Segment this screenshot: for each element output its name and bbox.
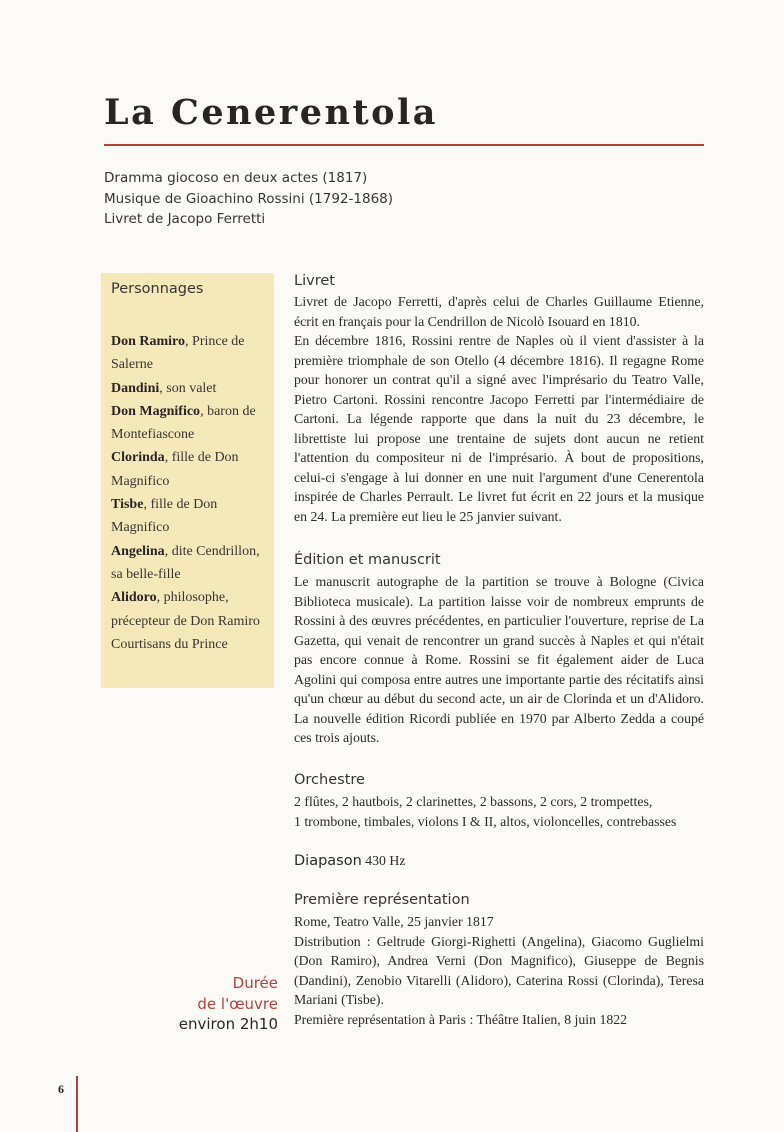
cast-item bbox=[111, 586, 271, 633]
page-rule bbox=[76, 1076, 78, 1132]
duree-label-2: de l'œuvre bbox=[197, 994, 278, 1013]
cast-item bbox=[111, 446, 271, 493]
cast-desc: , son valet bbox=[159, 380, 217, 396]
orchestre-line-2: 1 trombone, timbales, violons I & II, altos, violoncelles, contrebasses bbox=[294, 813, 677, 829]
cast-item bbox=[111, 330, 271, 377]
title-rule bbox=[104, 144, 704, 146]
cast-desc: , baron de Montefiascone bbox=[111, 403, 256, 443]
cast-name: Don Magnifico bbox=[111, 403, 201, 419]
cast-item bbox=[111, 493, 271, 540]
cast-name: Don Ramiro bbox=[111, 334, 186, 349]
cast-desc: , philosophe, précepteur de Don Ramiro bbox=[111, 590, 260, 629]
orchestre-body bbox=[294, 792, 704, 831]
subtitle-genre: Dramma giocoso en deux actes (1817) bbox=[104, 170, 368, 186]
page-title: La Cenerentola bbox=[104, 92, 438, 133]
cast-name: Angelina bbox=[111, 543, 165, 559]
cast-item bbox=[111, 633, 271, 656]
cast-desc: Courtisans du Prince bbox=[111, 636, 228, 652]
diapason-label: Diapason bbox=[294, 853, 362, 869]
edition-body bbox=[294, 572, 704, 748]
diapason-value: 430 Hz bbox=[365, 853, 406, 868]
orchestre-line-1: 2 flûtes, 2 hautbois, 2 clarinettes, 2 bassons, 2 cors, 2 trompettes, bbox=[294, 794, 653, 809]
premiere-distribution: Distribution : Geltrude Giorgi-Righetti (Angelina), Giacomo Guglielmi (Don Ramiro), Andrea Verni (Don Magnifico), Giuseppe de Begnis (Dandini), Zenobio Vitarelli (Alidoro), Caterina Rossi (Clorinda), Teresa Mariani (Tisbe). bbox=[294, 933, 704, 1007]
cast-item bbox=[111, 400, 271, 447]
livret-paragraph-1: Livret de Jacopo Ferretti, d'après celui de Charles Guillaume Etienne, écrit en français pour la Cendrillon de Nicolò Isouard en 1810. bbox=[294, 294, 704, 329]
diapason bbox=[294, 851, 704, 872]
cast-list bbox=[111, 330, 271, 656]
duree-label-1: Durée bbox=[232, 974, 278, 992]
duree-value: environ 2h10 bbox=[178, 1015, 278, 1033]
premiere-place: Rome, Teatro Valle, 25 janvier 1817 bbox=[294, 914, 494, 929]
livret-heading: Livret bbox=[294, 273, 335, 289]
cast-name: Alidoro bbox=[111, 590, 157, 606]
premiere-body bbox=[294, 912, 704, 1029]
cast-desc: , fille de Don Magnifico bbox=[111, 497, 218, 536]
livret-paragraph-2: En décembre 1816, Rossini rentre de Naples où il vient d'assister à la première triomphale de son Otello (4 décembre 1816). Il regagne Rome pour honorer un contrat qu'il a signé avec l'imprésario du Teatro Valle, Pietro Cartoni. Rossini rencontre Jacopo Ferretti par l'intermédiaire de Cartoni. La légende rapporte que dans la nuit du 23 décembre, le librettiste lui propose une trentaine de sujets dont aucun ne retient l'attention du compositeur ni de l'imprésario. À bout de propositions, celui-ci s'engage à lui donner en une nuit l'argument d'une Cenerentola inspirée de Charles Perrault. Le livret fut écrit en 22 jours et la musique en 24. La première eut lieu le 25 janvier suivant. bbox=[294, 333, 704, 524]
cast-item bbox=[111, 377, 271, 400]
cast-item bbox=[111, 540, 271, 587]
cast-desc: , dite Cendrillon, sa belle-fille bbox=[111, 543, 260, 582]
cast-name: Dandini bbox=[111, 380, 160, 396]
cast-name: Clorinda bbox=[111, 450, 165, 466]
cast-heading: Personnages bbox=[111, 281, 204, 297]
orchestre-heading: Orchestre bbox=[294, 772, 365, 788]
duree-block bbox=[150, 973, 278, 1035]
cast-desc: , Prince de Salerne bbox=[111, 334, 245, 373]
edition-heading: Édition et manuscrit bbox=[294, 552, 441, 568]
subtitle-music: Musique de Gioachino Rossini (1792-1868) bbox=[104, 190, 394, 207]
cast-name: Tisbe bbox=[111, 497, 144, 513]
edition-text: Le manuscrit autographe de la partition se trouve à Bologne (Civica Biblioteca musicale). La partition laisse voir de nombreux emprunts de Rossini à des œuvres précédentes, en particulier l'ouverture, reprise de La Gazetta, qui venait de rencontrer un grand succès à Naples et qui n'était pas encore connue à Rome. Rossini se fit également aider de Luca Agolini qui composa entre autres une importante partie des récitatifs ainsi qu'un chœur au début du second acte, un air de Clorinda et un d'Alidoro. La nouvelle édition Ricordi publiée en 1970 par Alberto Zedda a coupé ces trois ajouts. bbox=[294, 574, 704, 745]
premiere-paris: Première représentation à Paris : Théâtre Italien, 8 juin 1822 bbox=[294, 1011, 628, 1027]
page-number: 6 bbox=[58, 1082, 64, 1096]
livret-body bbox=[294, 292, 704, 526]
cast-desc: , fille de Don Magnifico bbox=[111, 450, 239, 489]
premiere-heading: Première représentation bbox=[294, 892, 470, 908]
subtitle-libretto: Livret de Jacopo Ferretti bbox=[104, 211, 266, 227]
subtitle-block bbox=[104, 168, 393, 230]
